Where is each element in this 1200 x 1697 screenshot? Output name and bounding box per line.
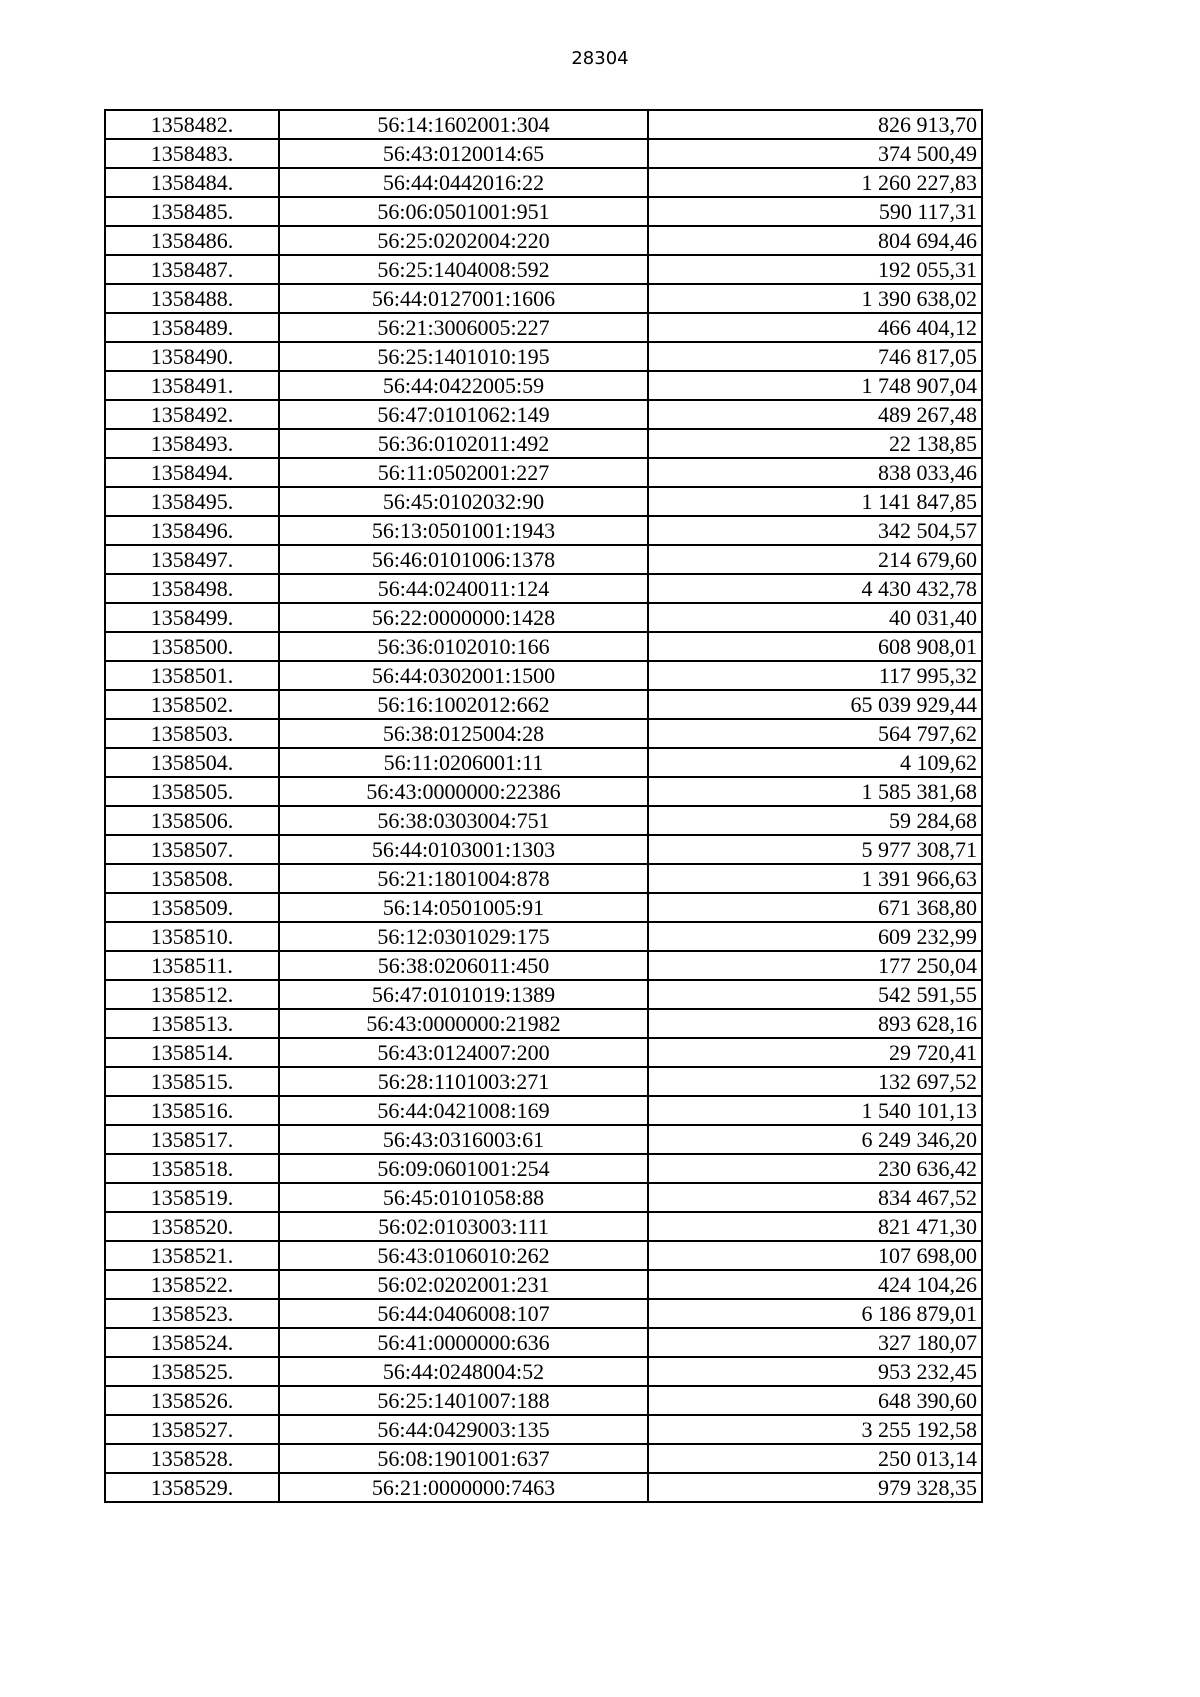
table-row [105,661,982,690]
table-row [105,487,982,516]
row-number-cell: 1358529. [105,1473,279,1502]
row-number-cell: 1358501. [105,661,279,690]
cadastral-value-cell: 1 260 227,83 [648,168,982,197]
cadastral-value-cell: 65 039 929,44 [648,690,982,719]
cadastral-number-cell: 56:38:0303004:751 [279,806,648,835]
cadastral-number-cell: 56:13:0501001:1943 [279,516,648,545]
cadastral-value-cell: 542 591,55 [648,980,982,1009]
row-number-cell: 1358524. [105,1328,279,1357]
row-number-cell: 1358488. [105,284,279,313]
row-number-cell: 1358519. [105,1183,279,1212]
cadastral-number-cell: 56:08:1901001:637 [279,1444,648,1473]
row-number-cell: 1358514. [105,1038,279,1067]
cadastral-number-cell: 56:12:0301029:175 [279,922,648,951]
row-number-cell: 1358525. [105,1357,279,1386]
row-number-cell: 1358506. [105,806,279,835]
table-row [105,893,982,922]
row-number-cell: 1358484. [105,168,279,197]
cadastral-number-cell: 56:47:0101019:1389 [279,980,648,1009]
cadastral-value-cell: 489 267,48 [648,400,982,429]
cadastral-number-cell: 56:44:0127001:1606 [279,284,648,313]
cadastral-number-cell: 56:11:0206001:11 [279,748,648,777]
row-number-cell: 1358497. [105,545,279,574]
table-row [105,371,982,400]
table-row [105,1241,982,1270]
cadastral-value-cell: 177 250,04 [648,951,982,980]
table-row [105,1183,982,1212]
cadastral-value-cell: 1 141 847,85 [648,487,982,516]
cadastral-value-cell: 590 117,31 [648,197,982,226]
row-number-cell: 1358493. [105,429,279,458]
row-number-cell: 1358500. [105,632,279,661]
cadastral-value-cell: 214 679,60 [648,545,982,574]
row-number-cell: 1358504. [105,748,279,777]
cadastral-value-cell: 893 628,16 [648,1009,982,1038]
cadastral-value-cell: 117 995,32 [648,661,982,690]
row-number-cell: 1358513. [105,1009,279,1038]
table-row [105,951,982,980]
cadastral-number-cell: 56:44:0103001:1303 [279,835,648,864]
cadastral-value-cell: 826 913,70 [648,110,982,139]
cadastral-value-cell: 1 748 907,04 [648,371,982,400]
table-row [105,429,982,458]
cadastral-number-cell: 56:38:0125004:28 [279,719,648,748]
cadastral-number-cell: 56:25:0202004:220 [279,226,648,255]
table-row [105,777,982,806]
cadastral-number-cell: 56:14:0501005:91 [279,893,648,922]
row-number-cell: 1358511. [105,951,279,980]
cadastral-value-cell: 466 404,12 [648,313,982,342]
row-number-cell: 1358495. [105,487,279,516]
row-number-cell: 1358516. [105,1096,279,1125]
cadastral-value-cell: 29 720,41 [648,1038,982,1067]
page-number: 28304 [571,48,629,69]
row-number-cell: 1358487. [105,255,279,284]
table-row [105,1212,982,1241]
cadastral-number-cell: 56:21:1801004:878 [279,864,648,893]
table-row [105,284,982,313]
table-body [105,110,982,1502]
cadastral-value-cell: 6 249 346,20 [648,1125,982,1154]
table-row [105,748,982,777]
cadastral-value-cell: 40 031,40 [648,603,982,632]
cadastral-number-cell: 56:28:1101003:271 [279,1067,648,1096]
cadastral-value-cell: 5 977 308,71 [648,835,982,864]
table-row [105,690,982,719]
row-number-cell: 1358520. [105,1212,279,1241]
cadastral-value-cell: 804 694,46 [648,226,982,255]
cadastral-value-cell: 953 232,45 [648,1357,982,1386]
table-row [105,1154,982,1183]
cadastral-number-cell: 56:43:0106010:262 [279,1241,648,1270]
row-number-cell: 1358528. [105,1444,279,1473]
cadastral-value-cell: 327 180,07 [648,1328,982,1357]
cadastral-value-cell: 374 500,49 [648,139,982,168]
table-row [105,226,982,255]
cadastral-number-cell: 56:36:0102010:166 [279,632,648,661]
row-number-cell: 1358499. [105,603,279,632]
row-number-cell: 1358512. [105,980,279,1009]
cadastral-value-cell: 608 908,01 [648,632,982,661]
cadastral-value-cell: 1 585 381,68 [648,777,982,806]
cadastral-value-cell: 609 232,99 [648,922,982,951]
row-number-cell: 1358510. [105,922,279,951]
cadastral-number-cell: 56:14:1602001:304 [279,110,648,139]
row-number-cell: 1358482. [105,110,279,139]
cadastral-value-cell: 1 390 638,02 [648,284,982,313]
table-row [105,516,982,545]
cadastral-value-cell: 648 390,60 [648,1386,982,1415]
table-row [105,1386,982,1415]
row-number-cell: 1358509. [105,893,279,922]
cadastral-value-cell: 424 104,26 [648,1270,982,1299]
row-number-cell: 1358518. [105,1154,279,1183]
table-row [105,835,982,864]
cadastral-value-cell: 4 430 432,78 [648,574,982,603]
cadastral-value-cell: 107 698,00 [648,1241,982,1270]
cadastral-number-cell: 56:41:0000000:636 [279,1328,648,1357]
cadastral-value-cell: 979 328,35 [648,1473,982,1502]
cadastral-number-cell: 56:36:0102011:492 [279,429,648,458]
cadastral-number-cell: 56:44:0406008:107 [279,1299,648,1328]
cadastral-value-cell: 342 504,57 [648,516,982,545]
table-row [105,806,982,835]
cadastral-number-cell: 56:44:0302001:1500 [279,661,648,690]
cadastral-number-cell: 56:02:0202001:231 [279,1270,648,1299]
row-number-cell: 1358486. [105,226,279,255]
table-row [105,922,982,951]
cadastral-number-cell: 56:43:0124007:200 [279,1038,648,1067]
row-number-cell: 1358483. [105,139,279,168]
cadastral-number-cell: 56:45:0102032:90 [279,487,648,516]
cadastral-number-cell: 56:44:0248004:52 [279,1357,648,1386]
cadastral-value-cell: 564 797,62 [648,719,982,748]
row-number-cell: 1358517. [105,1125,279,1154]
cadastral-number-cell: 56:43:0120014:65 [279,139,648,168]
table-row [105,458,982,487]
row-number-cell: 1358508. [105,864,279,893]
cadastral-number-cell: 56:25:1404008:592 [279,255,648,284]
cadastral-number-cell: 56:44:0442016:22 [279,168,648,197]
table-row [105,1328,982,1357]
cadastral-value-cell: 671 368,80 [648,893,982,922]
table-row [105,110,982,139]
table-row [105,1444,982,1473]
table-row [105,342,982,371]
cadastral-number-cell: 56:21:0000000:7463 [279,1473,648,1502]
cadastral-number-cell: 56:09:0601001:254 [279,1154,648,1183]
table-row [105,1125,982,1154]
cadastral-value-cell: 1 391 966,63 [648,864,982,893]
table-row [105,719,982,748]
cadastral-value-cell: 1 540 101,13 [648,1096,982,1125]
table-row [105,255,982,284]
row-number-cell: 1358515. [105,1067,279,1096]
cadastral-value-cell: 834 467,52 [648,1183,982,1212]
cadastral-number-cell: 56:47:0101062:149 [279,400,648,429]
cadastral-value-cell: 821 471,30 [648,1212,982,1241]
row-number-cell: 1358522. [105,1270,279,1299]
row-number-cell: 1358505. [105,777,279,806]
cadastral-number-cell: 56:06:0501001:951 [279,197,648,226]
cadastral-number-cell: 56:38:0206011:450 [279,951,648,980]
row-number-cell: 1358492. [105,400,279,429]
row-number-cell: 1358526. [105,1386,279,1415]
cadastral-value-cell: 250 013,14 [648,1444,982,1473]
cadastral-number-cell: 56:21:3006005:227 [279,313,648,342]
cadastral-value-cell: 6 186 879,01 [648,1299,982,1328]
table-row [105,1357,982,1386]
row-number-cell: 1358503. [105,719,279,748]
table-row [105,603,982,632]
row-number-cell: 1358507. [105,835,279,864]
table-row [105,1009,982,1038]
cadastral-number-cell: 56:45:0101058:88 [279,1183,648,1212]
cadastral-number-cell: 56:46:0101006:1378 [279,545,648,574]
row-number-cell: 1358489. [105,313,279,342]
table-row [105,545,982,574]
table-row [105,1067,982,1096]
row-number-cell: 1358494. [105,458,279,487]
cadastral-value-table [104,109,983,1503]
cadastral-value-cell: 746 817,05 [648,342,982,371]
cadastral-value-cell: 230 636,42 [648,1154,982,1183]
cadastral-number-cell: 56:16:1002012:662 [279,690,648,719]
cadastral-value-cell: 132 697,52 [648,1067,982,1096]
cadastral-number-cell: 56:44:0421008:169 [279,1096,648,1125]
cadastral-number-cell: 56:25:1401010:195 [279,342,648,371]
row-number-cell: 1358490. [105,342,279,371]
cadastral-number-cell: 56:11:0502001:227 [279,458,648,487]
table-row [105,980,982,1009]
cadastral-number-cell: 56:43:0316003:61 [279,1125,648,1154]
row-number-cell: 1358491. [105,371,279,400]
cadastral-value-cell: 192 055,31 [648,255,982,284]
cadastral-number-cell: 56:44:0422005:59 [279,371,648,400]
table-row [105,168,982,197]
table-row [105,1038,982,1067]
cadastral-number-cell: 56:43:0000000:21982 [279,1009,648,1038]
cadastral-number-cell: 56:22:0000000:1428 [279,603,648,632]
cadastral-number-cell: 56:44:0240011:124 [279,574,648,603]
cadastral-number-cell: 56:25:1401007:188 [279,1386,648,1415]
cadastral-number-cell: 56:02:0103003:111 [279,1212,648,1241]
table-row [105,313,982,342]
row-number-cell: 1358527. [105,1415,279,1444]
row-number-cell: 1358502. [105,690,279,719]
row-number-cell: 1358498. [105,574,279,603]
table-row [105,400,982,429]
table-row [105,197,982,226]
row-number-cell: 1358523. [105,1299,279,1328]
table-row [105,632,982,661]
table-row [105,1299,982,1328]
table-row [105,139,982,168]
table-row [105,574,982,603]
row-number-cell: 1358521. [105,1241,279,1270]
table-row [105,1415,982,1444]
cadastral-number-cell: 56:44:0429003:135 [279,1415,648,1444]
cadastral-value-cell: 838 033,46 [648,458,982,487]
cadastral-value-cell: 4 109,62 [648,748,982,777]
row-number-cell: 1358485. [105,197,279,226]
cadastral-value-cell: 22 138,85 [648,429,982,458]
table-row [105,1270,982,1299]
cadastral-value-cell: 3 255 192,58 [648,1415,982,1444]
table-row [105,1473,982,1502]
cadastral-number-cell: 56:43:0000000:22386 [279,777,648,806]
table-row [105,864,982,893]
table-row [105,1096,982,1125]
cadastral-value-cell: 59 284,68 [648,806,982,835]
row-number-cell: 1358496. [105,516,279,545]
